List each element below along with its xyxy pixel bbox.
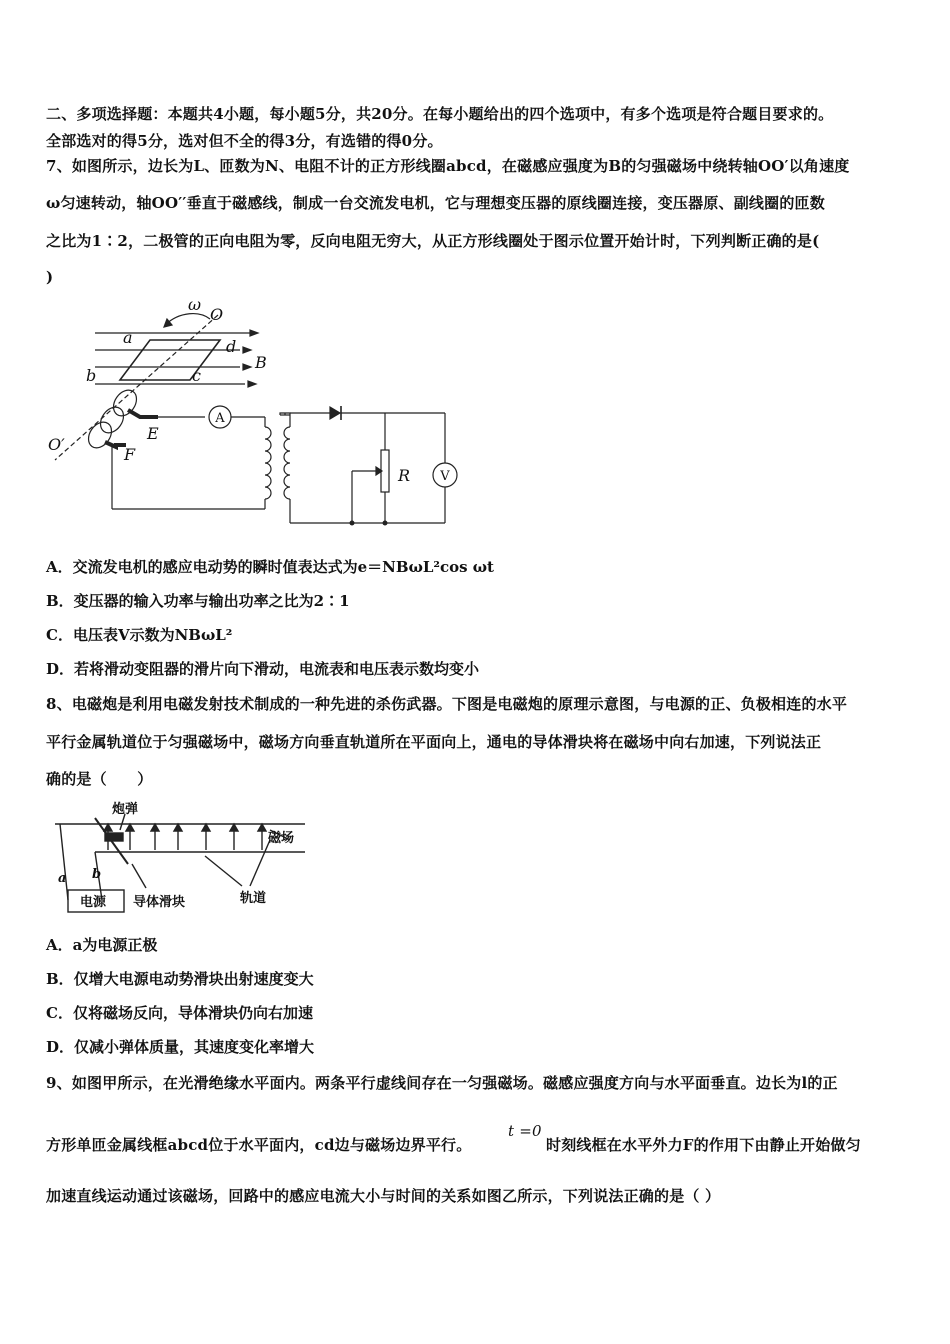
q8-option-a: A．a为电源正极 xyxy=(46,936,158,954)
label-d: d xyxy=(226,337,237,356)
q8-option-b: B．仅增大电源电动势滑块出射速度变大 xyxy=(46,970,314,988)
label-O: O xyxy=(210,305,224,324)
label-F: F xyxy=(124,445,136,464)
railgun-figure xyxy=(50,800,320,920)
section-title-line1: 二、多项选择题：本题共4小题，每小题5分，共20分。在每小题给出的四个选项中，有多个选项是符合题目要求的。 xyxy=(46,105,834,123)
q9-stem-line2a: 方形单匝金属线框abcd位于水平面内，cd边与磁场边界平行。 xyxy=(46,1136,472,1154)
q9-stem-line3: 加速直线运动通过该磁场，回路中的感应电流大小与时间的关系如图乙所示，下列说法正确的是（ ） xyxy=(46,1187,721,1205)
voltmeter-label: V xyxy=(440,469,450,484)
label-a-terminal: a xyxy=(58,871,67,886)
q8-stem-line3: 确的是（ ） xyxy=(46,770,153,788)
label-source: 电源 xyxy=(80,895,107,910)
label-b-terminal: b xyxy=(92,867,102,882)
q9-stem-line2b: 时刻线框在水平外力F的作用下由静止开始做匀 xyxy=(546,1136,861,1154)
q7-option-b: B．变压器的输入功率与输出功率之比为2∶1 xyxy=(46,592,350,610)
label-slider: 导体滑块 xyxy=(133,895,186,910)
q7-option-d: D．若将滑动变阻器的滑片向下滑动，电流表和电压表示数均变小 xyxy=(46,660,480,678)
q8-option-c: C．仅将磁场反向，导体滑块仍向右加速 xyxy=(46,1004,313,1022)
label-B-field: B xyxy=(255,353,267,372)
q8-option-d: D．仅减小弹体质量，其速度变化率增大 xyxy=(46,1038,315,1056)
q8-stem-line2: 平行金属轨道位于匀强磁场中，磁场方向垂直轨道所在平面向上，通电的导体滑块将在磁场中向右加速，下列说法正 xyxy=(46,733,822,751)
q7-option-c: C．电压表V示数为NBωL² xyxy=(46,626,233,644)
label-R: R xyxy=(398,466,411,485)
label-a: a xyxy=(123,328,133,347)
label-rail: 轨道 xyxy=(240,891,267,906)
q7-stem-line1: 7、如图所示，边长为L、匝数为N、电阻不计的正方形线圈abcd，在磁感应强度为B的匀强磁场中绕转轴OO′以角速度 xyxy=(46,157,850,175)
q7-stem-line4: ) xyxy=(46,268,54,286)
label-O-prime: O′ xyxy=(48,435,65,454)
label-E: E xyxy=(147,424,159,443)
label-c: c xyxy=(192,366,201,385)
label-omega: ω xyxy=(188,295,202,314)
section-title-line2: 全部选对的得5分，选对但不全的得3分，有选错的得0分。 xyxy=(46,132,443,150)
q9-stem-line1: 9、如图甲所示，在光滑绝缘水平面内。两条平行虚线间存在一匀强磁场。磁感应强度方向与水平面垂直。边长为l的正 xyxy=(46,1074,838,1092)
q7-stem-line3: 之比为1∶2，二极管的正向电阻为零，反向电阻无穷大，从正方形线圈处于图示位置开始计时，下列判断正确的是( xyxy=(46,232,820,250)
ammeter-label: A xyxy=(215,411,225,426)
label-field: 磁场 xyxy=(268,831,295,846)
q7-option-a: A．交流发电机的感应电动势的瞬时值表达式为e＝NBωL²cos ωt xyxy=(46,558,494,576)
q8-stem-line1: 8、电磁炮是利用电磁发射技术制成的一种先进的杀伤武器。下图是电磁炮的原理示意图，与电源的正、负极相连的水平 xyxy=(46,695,848,713)
label-shell: 炮弹 xyxy=(112,802,139,817)
q7-stem-line2: ω匀速转动，轴OO′′垂直于磁感线，制成一台交流发电机，它与理想变压器的原线圈连接，变压器原、副线圈的匝数 xyxy=(46,194,825,212)
label-b: b xyxy=(86,366,97,385)
generator-transformer-figure xyxy=(40,295,470,535)
q9-formula: t =0 xyxy=(508,1122,542,1140)
